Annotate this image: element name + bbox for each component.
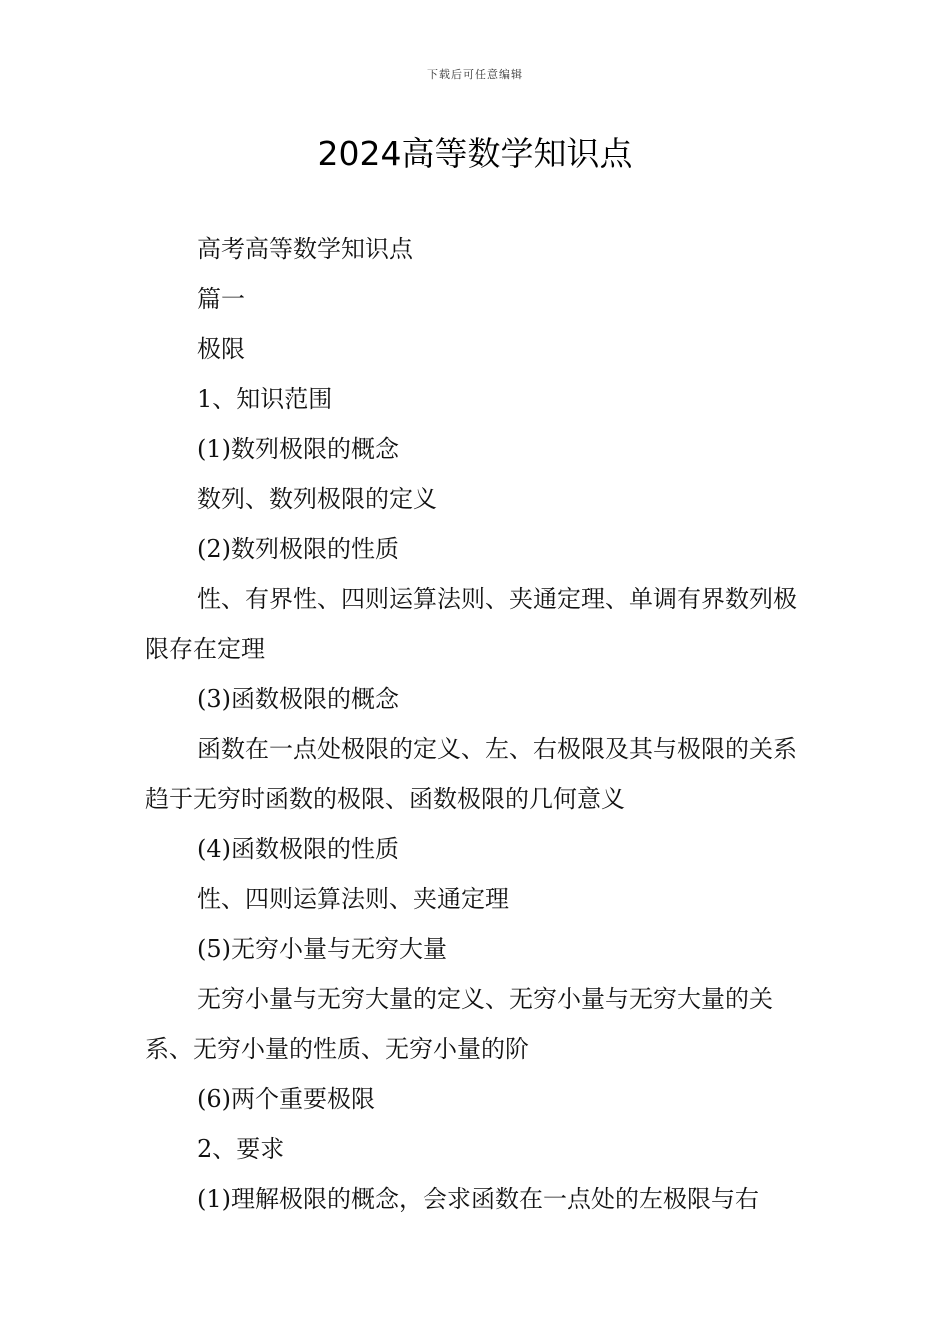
paragraph: (5)无穷小量与无穷大量 — [197, 935, 447, 963]
paragraph: 高考高等数学知识点 — [197, 235, 413, 263]
paragraph: 数列、数列极限的定义 — [197, 485, 437, 513]
paragraph: 极限 — [197, 335, 245, 363]
paragraph: (4)函数极限的性质 — [197, 835, 399, 863]
document-title: 2024高等数学知识点 — [317, 134, 633, 173]
page-header-note: 下载后可任意编辑 — [427, 68, 523, 81]
document-body — [145, 224, 810, 1224]
paragraph: 2、要求 — [197, 1135, 285, 1163]
paragraph: 篇一 — [197, 285, 245, 313]
paragraph: (2)数列极限的性质 — [197, 535, 399, 563]
paragraph: 性、四则运算法则、夹通定理 — [197, 885, 509, 913]
paragraph: 函数在一点处极限的定义、左、右极限及其与极限的关系趋于无穷时函数的极限、函数极限的几何意义 — [145, 735, 797, 813]
paragraph: (3)函数极限的概念 — [197, 685, 399, 713]
paragraph: (1)理解极限的概念，会求函数在一点处的左极限与右 — [197, 1185, 759, 1213]
paragraph: 1、知识范围 — [197, 385, 333, 413]
paragraph: 性、有界性、四则运算法则、夹通定理、单调有界数列极限存在定理 — [145, 585, 797, 663]
paragraph: (6)两个重要极限 — [197, 1085, 375, 1113]
paragraph: (1)数列极限的概念 — [197, 435, 399, 463]
paragraph: 无穷小量与无穷大量的定义、无穷小量与无穷大量的关系、无穷小量的性质、无穷小量的阶 — [145, 985, 773, 1063]
